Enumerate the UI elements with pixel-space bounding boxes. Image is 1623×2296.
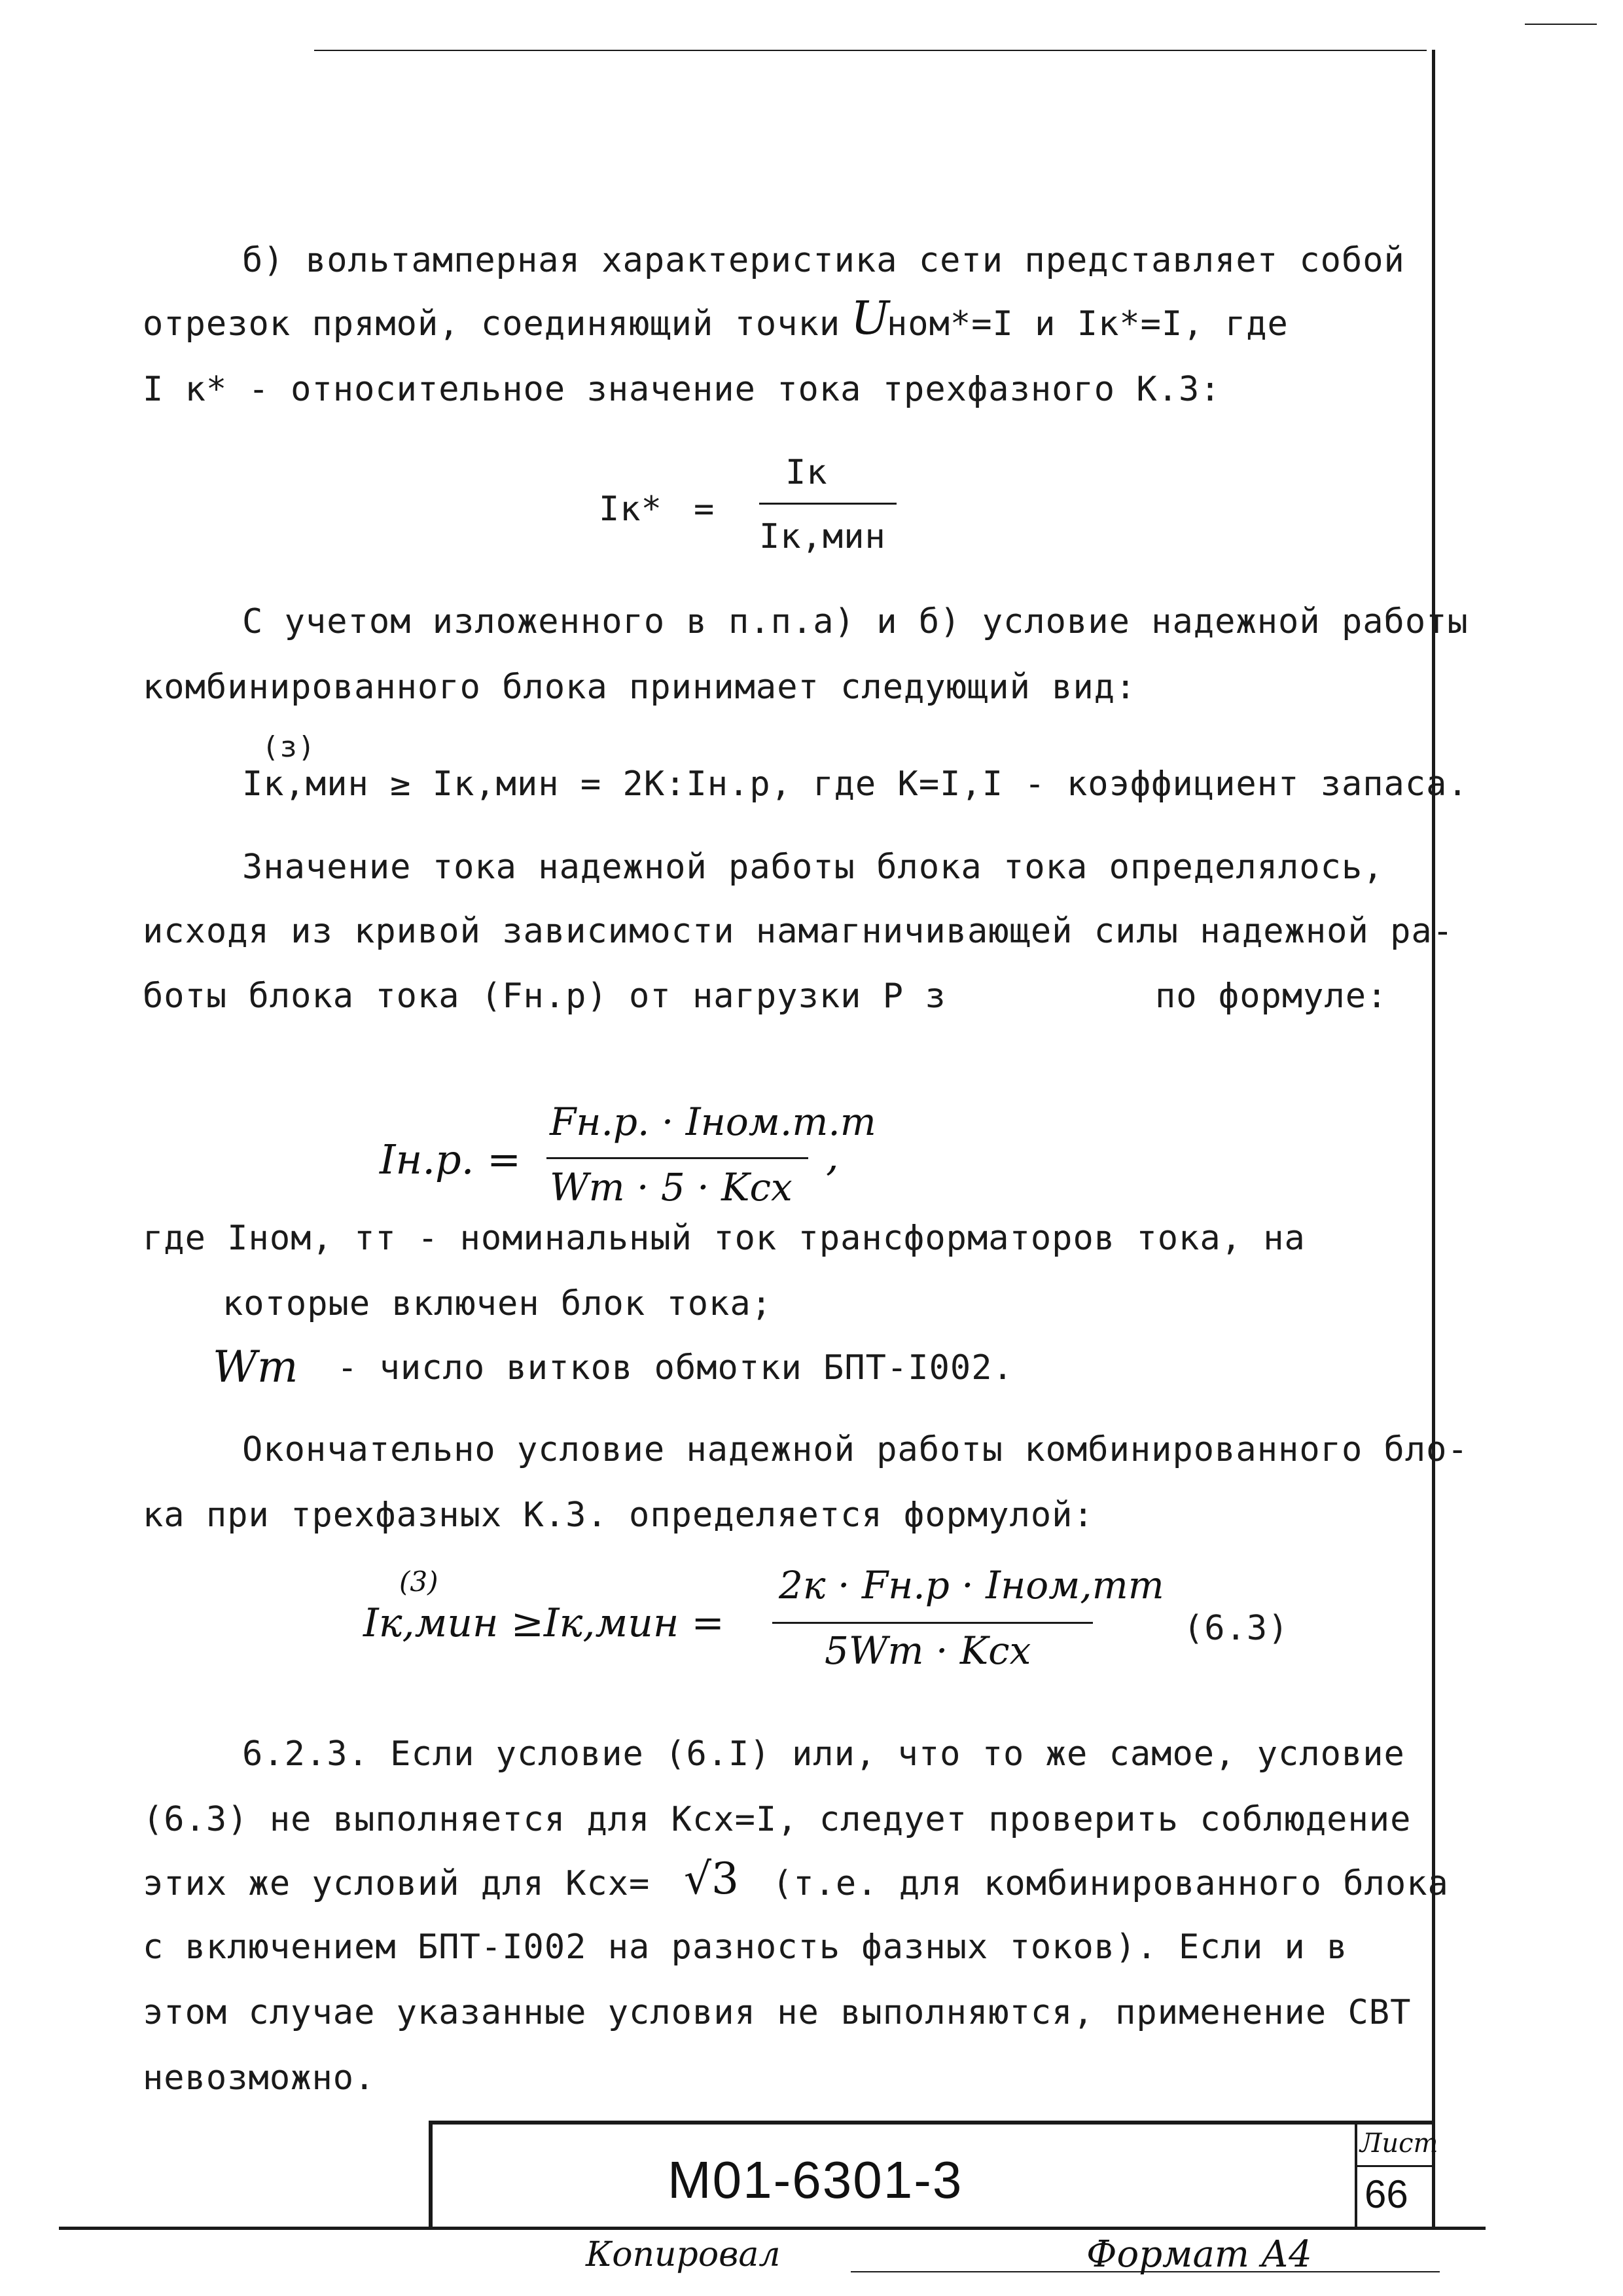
- para-value-line3-pre: боты блока тока (Fн.р) от нагрузки Р з: [143, 977, 946, 1016]
- footer-format: Формат А4: [1086, 2233, 1312, 2276]
- formula1-fraction-bar: [759, 503, 897, 505]
- definitions-line3: - число витков обмотки БПТ-I002.: [337, 1348, 1014, 1388]
- footer-copied: Копировал: [586, 2235, 781, 2274]
- formula2-lhs: Iн.р. =: [380, 1136, 522, 1183]
- sheet-label: Лист: [1360, 2128, 1438, 2159]
- formula2-denominator: Wт · 5 · Kсх: [550, 1165, 793, 1210]
- para-final-line1: Окончательно условие надежной работы комбинированного бло-: [242, 1430, 1469, 1469]
- para-cond-line2: комбинированного блока принимает следующий вид:: [143, 668, 1137, 707]
- para-cond-line1: С учетом изложенного в п.п.а) и б) условие надежной работы: [242, 602, 1469, 641]
- bottom-rule: [59, 2227, 1486, 2230]
- formula2-fraction-bar: [546, 1157, 808, 1159]
- u-symbol: U: [851, 291, 889, 345]
- para-value-line1: Значение тока надежной работы блока тока определялось,: [242, 848, 1384, 887]
- formula1-numerator: Iк: [785, 453, 828, 492]
- formula3-lhs: Iк,мин ≥Iк,мин =: [363, 1600, 724, 1646]
- para-final-line2: ка при трехфазных К.З. определяется формулой:: [143, 1496, 1094, 1535]
- formula2-numerator: Fн.р. · Iном.т.т: [550, 1100, 876, 1144]
- stamp-divider: [1355, 2121, 1357, 2229]
- para-cond-line3: Iк,мин ≥ Iк,мин = 2К:Iн.р, где К=I,I - коэффициент запаса.: [242, 764, 1469, 804]
- formula3-numerator: 2к · Fн.р · Iном,тт: [779, 1563, 1164, 1607]
- sheet-label-rule: [1355, 2165, 1433, 2167]
- para-b-line3: I к* - относительное значение тока трехфазного К.З:: [143, 370, 1221, 409]
- top-rule: [314, 50, 1427, 51]
- para-b-line2-pre: отрезок прямой, соединяющий точки: [143, 304, 841, 344]
- sqrt3: √3: [684, 1854, 740, 1904]
- formula3-denominator: 5Wт · Kсх: [825, 1628, 1031, 1673]
- formula3-fraction-bar: [772, 1622, 1093, 1624]
- para-value-line3-post: по формуле:: [1155, 977, 1388, 1016]
- section-623-line3-post: (т.е. для комбинированного блока: [772, 1864, 1449, 1903]
- formula1-eq: =: [694, 490, 715, 529]
- wt-symbol: Wт: [213, 1342, 298, 1392]
- definitions-line2: которые включен блок тока;: [223, 1284, 772, 1323]
- sheet-number: 66: [1364, 2172, 1408, 2216]
- para-b-line1: б) вольтамперная характеристика сети представляет собой: [242, 241, 1405, 280]
- section-623-line4: с включением БПТ-I002 на разность фазных токов). Если и в: [143, 1928, 1348, 1967]
- formula1-denominator: Iк,мин: [759, 517, 886, 556]
- formula3-sup: (3): [399, 1566, 438, 1598]
- para-value-line2: исходя из кривой зависимости намагничивающей силы надежной ра-: [143, 912, 1454, 951]
- formula3-label: (6.3): [1183, 1609, 1289, 1648]
- stamp-code: М01-6301-3: [668, 2151, 963, 2209]
- section-623-line6: невозможно.: [143, 2058, 376, 2098]
- section-623-line1: 6.2.3. Если условие (6.I) или, что то же самое, условие: [242, 1734, 1405, 1774]
- section-623-line3-pre: этих же условий для Ксх=: [143, 1864, 651, 1903]
- para-cond-sup: (з): [262, 730, 316, 764]
- formula1-lhs: Iк*: [599, 490, 662, 529]
- section-623-line5: этом случае указанные условия не выполняются, применение СВТ: [143, 1993, 1412, 2032]
- section-623-line2: (6.3) не выполняется для Ксх=I, следует проверить соблюдение: [143, 1800, 1412, 1839]
- para-b-line2-post: ном*=I и Iк*=I, где: [887, 304, 1289, 344]
- definitions-line1: где Iном, тт - номинальный ток трансформаторов тока, на: [143, 1219, 1306, 1258]
- top-right-mark: [1525, 24, 1597, 25]
- formula2-tail: ,: [826, 1132, 839, 1180]
